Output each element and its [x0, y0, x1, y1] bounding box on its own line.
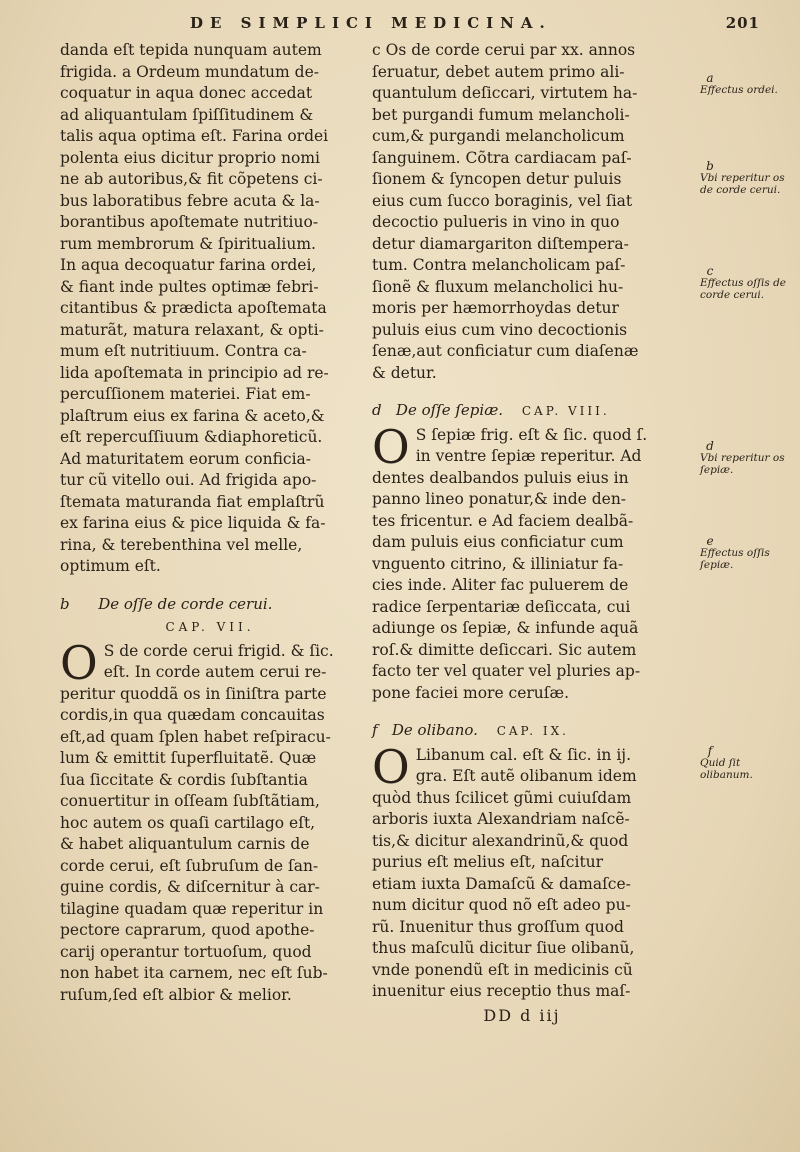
- left-column: [60, 40, 360, 1006]
- chapter-7-heading: [60, 594, 360, 616]
- text-line: cordis,in qua quædam concauitas: [60, 706, 325, 724]
- text-line: ſionem & ſyncopen detur puluis: [372, 170, 622, 188]
- text-line: thus maſculũ dicitur ſiue olibanũ,: [372, 939, 635, 957]
- text-line: quòd thus ſcilicet gũmi cuiuſdam: [372, 788, 632, 807]
- text-line: ex farina eius & pice liquida & fa-: [60, 514, 326, 532]
- text-line: hoc autem os quaſi cartilago eſt,: [60, 813, 316, 832]
- text-line: roſ.& dimitte deſiccari. Sic autem: [372, 640, 637, 659]
- text-line: panno lineo ponatur,& inde den-: [372, 490, 627, 508]
- text-line: citantibus & prædicta apoſtemata: [60, 299, 327, 317]
- text-line: mum eſt nutritiuum. Contra ca-: [60, 342, 307, 360]
- margin-note-e: e Effectus oſſis ſepiæ.: [700, 534, 770, 571]
- text-line: S de corde cerui frigid. & ſic.: [103, 641, 334, 660]
- text-line: coquatur in aqua donec accedat: [60, 84, 313, 102]
- text-line: peritur quoddã os in ſiniſtra parte: [60, 684, 327, 703]
- text-line: bet purgandi fumum melancholi-: [372, 105, 630, 124]
- margin-marker-d: d: [372, 401, 382, 419]
- text-line: ſeruatur, debet autem primo ali-: [372, 62, 625, 81]
- text-line: arboris iuxta Alexandriam naſcẽ-: [372, 810, 630, 828]
- chapter-7-body: [60, 635, 360, 1007]
- text-line: c Os de corde cerui par xx. annos: [372, 41, 636, 59]
- margin-marker-f: f: [372, 721, 378, 739]
- page-number: 201: [725, 14, 760, 32]
- text-line: guine cordis, & diſcernitur à car-: [60, 878, 320, 896]
- text-line: vnde ponendũ eſt in medicinis cũ: [372, 960, 633, 979]
- dropcap: O: [60, 635, 98, 690]
- running-title: DE SIMPLICI MEDICINA.: [190, 14, 552, 32]
- text-line: cum,& purgandi melancholicum: [372, 127, 625, 145]
- text-line: percuſſionem materiei. Fiat em-: [60, 385, 311, 403]
- dropcap: O: [372, 739, 410, 794]
- text-line: puluis eius cum vino decoctionis: [372, 320, 628, 339]
- text-line: In aqua decoquatur farina ordei,: [60, 256, 317, 274]
- text-line: eius cum ſucco boraginis, vel ſiat: [372, 191, 633, 210]
- text-line: lum & emittit ſuperfluitatẽ. Quæ: [60, 749, 317, 767]
- text-line: frigida. a Ordeum mundatum de-: [60, 62, 319, 81]
- chapter-9-heading: [372, 720, 672, 743]
- margin-note-d: d Vbi reperitur os ſepiæ.: [700, 439, 785, 476]
- text-line: borantibus apoſtemate nutritiuo-: [60, 213, 319, 231]
- text-line: bus laboratibus febre acuta & la-: [60, 191, 320, 210]
- text-line: cies inde. Aliter fac puluerem de: [372, 576, 629, 594]
- right-column: [372, 40, 672, 1026]
- text-line: ruſum,ſed eſt albior & melior.: [60, 985, 292, 1004]
- text-line: & detur.: [372, 363, 437, 382]
- chapter-8-heading: [372, 400, 672, 423]
- chapter-8-title: De oſſe ſepiæ.: [395, 401, 504, 419]
- text-line: eſt repercuſſiuum &diaphoreticũ.: [60, 428, 323, 446]
- text-line: etiam iuxta Damaſcũ & damaſce-: [372, 874, 631, 893]
- text-line: conuertitur in oſſeam ſubſtãtiam,: [60, 792, 320, 810]
- text-line: tes fricentur. e Ad faciem dealbã-: [372, 511, 634, 530]
- text-line: optimum eſt.: [60, 557, 161, 575]
- chapter-8-body: [372, 419, 672, 705]
- text-line: dam puluis eius conficiatur cum: [372, 533, 624, 551]
- text-line: ne ab autoribus,& fit cõpetens ci-: [60, 170, 323, 188]
- text-line: polenta eius dicitur proprio nomi: [60, 148, 321, 167]
- text-line: carij operantur tortuoſum, quod: [60, 942, 312, 961]
- right-paragraph-1: [372, 40, 672, 384]
- margin-note-c: c Effectus oſſis de corde cerui.: [700, 264, 787, 301]
- text-line: non habet ita carnem, nec eſt ſub-: [60, 964, 328, 982]
- text-line: adiunge os ſepiæ, & infunde aquã: [372, 619, 639, 637]
- text-line: tum. Contra melancholicam paſ-: [372, 256, 626, 274]
- signature-mark: DD d iij: [483, 1005, 561, 1025]
- margin-note-f: f Quid ſit olibanum.: [700, 744, 753, 781]
- chapter-9-title: De olibano.: [391, 721, 478, 739]
- text-line: decoctio pulueris in vino in quo: [372, 213, 620, 231]
- text-line: pone faciei more ceruſæ.: [372, 683, 570, 702]
- text-line: tis,& dicitur alexandrinũ,& quod: [372, 831, 629, 850]
- text-line: rina, & terebenthina vel melle,: [60, 535, 303, 554]
- text-line: moris per hæmorrhoydas detur: [372, 299, 619, 317]
- text-line: quantulum deſiccari, virtutem ha-: [372, 84, 638, 102]
- running-head: [190, 14, 760, 32]
- margin-note-a: a Effectus ordei.: [700, 71, 778, 96]
- text-line: facto ter vel quater vel pluries ap-: [372, 662, 641, 680]
- text-line: danda eſt tepida nunquam autem: [60, 41, 322, 59]
- text-line: purius eſt melius eſt, naſcitur: [372, 853, 604, 871]
- text-line: radice ſerpentariæ deſiccata, cui: [372, 597, 631, 616]
- dropcap: O: [372, 419, 410, 474]
- text-line: vnguento citrino, & illiniatur fa-: [372, 554, 624, 573]
- text-line: rũ. Inuenitur thus groſſum quod: [372, 917, 624, 936]
- text-line: gra. Eſt autẽ olibanum idem: [415, 767, 637, 785]
- text-line: talis aqua optima eſt. Farina ordei: [60, 127, 329, 145]
- text-line: & habet aliquantulum carnis de: [60, 835, 310, 853]
- text-line: pectore caprarum, quod apothe-: [60, 921, 315, 939]
- text-line: dentes dealbandos puluis eius in: [372, 468, 629, 487]
- text-line: in ventre ſepiæ reperitur. Ad: [415, 447, 642, 465]
- text-line: rum membrorum & ſpiritualium.: [60, 234, 316, 253]
- text-line: num dicitur quod nõ eſt adeo pu-: [372, 896, 631, 914]
- text-line: maturãt, matura relaxant, & opti-: [60, 320, 324, 339]
- margin-note-b: b Vbi reperitur os de corde cerui.: [700, 159, 785, 196]
- text-line: ſionẽ & fluxum melancholici hu-: [372, 277, 624, 296]
- margin-marker-b: b: [60, 594, 70, 613]
- text-line: ſua ſiccitate & cordis ſubſtantia: [60, 770, 308, 789]
- text-line: inuenitur eius receptio thus maſ-: [372, 982, 631, 1000]
- text-line: tilagine quadam quæ reperitur in: [60, 899, 324, 918]
- text-line: eſt. In corde autem cerui re-: [103, 663, 327, 681]
- text-line: tur cũ vitello oui. Ad frigida apo-: [60, 471, 317, 489]
- text-line: corde cerui, eſt ſubruſum de ſan-: [60, 856, 319, 875]
- text-line: ad aliquantulam ſpiſſitudinem &: [60, 105, 314, 124]
- chapter-8-cap: CAP. VIII.: [521, 404, 610, 418]
- text-line: S ſepiæ frig. eſt & ſic. quod ſ.: [415, 425, 648, 444]
- text-line: & fiant inde pultes optimæ febri-: [60, 277, 319, 296]
- text-line: lida apoſtemata in principio ad re-: [60, 363, 329, 382]
- left-paragraph-1: [60, 40, 360, 578]
- text-line: ſanguinem. Cõtra cardiacam paſ-: [372, 148, 632, 167]
- chapter-7-title: De oſſe de corde cerui.: [98, 594, 273, 613]
- chapter-9-cap: CAP. IX.: [496, 724, 569, 738]
- text-line: Ad maturitatem eorum conficia-: [60, 449, 312, 468]
- text-line: ſenæ,aut conficiatur cum diaſenæ: [372, 342, 639, 360]
- text-line: plaſtrum eius ex farina & aceto,&: [60, 406, 325, 425]
- text-line: Libanum cal. eſt & ſic. in ij.: [415, 745, 632, 764]
- text-line: eſt,ad quam ſplen habet reſpiracu-: [60, 727, 331, 746]
- text-line: detur diamargariton diſtempera-: [372, 234, 629, 253]
- chapter-9-body: [372, 739, 672, 1003]
- text-line: ſtemata maturanda fiat emplaſtrũ: [60, 492, 325, 511]
- chapter-7-cap: CAP. VII.: [165, 620, 255, 634]
